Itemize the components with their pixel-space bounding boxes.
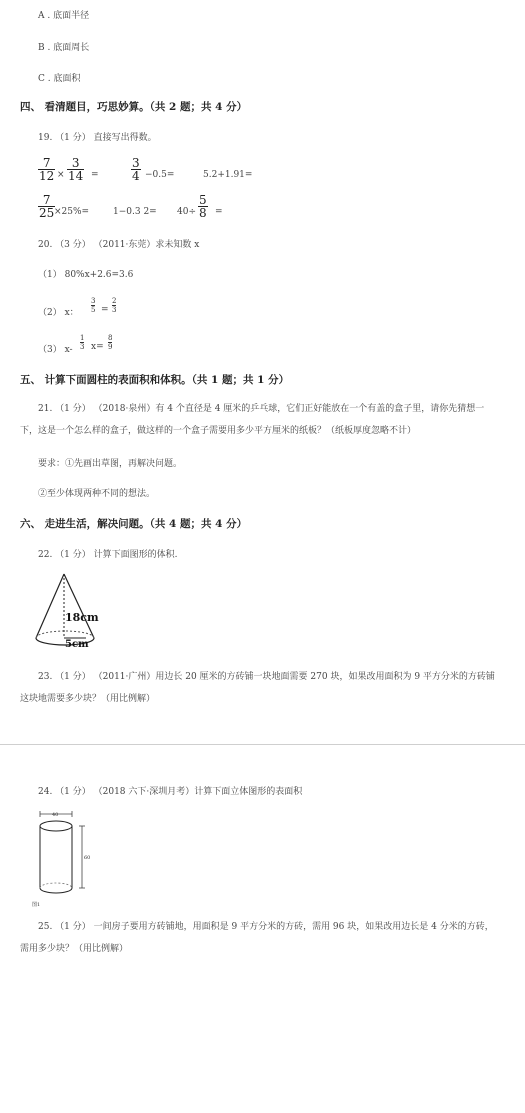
cylinder-top <box>40 821 72 831</box>
denominator: 8 <box>199 206 207 220</box>
q19-expr-6-post: = <box>215 207 223 217</box>
q19-expr-4: ×25%= <box>54 207 90 217</box>
q19-fraction-2 <box>67 157 84 182</box>
denominator: 9 <box>108 343 113 351</box>
q20-part-2-equals: = <box>101 305 109 315</box>
section-6-heading: 六、 走进生活，解决问题。（共 4 题；共 4 分） <box>20 518 248 530</box>
denominator: 3 <box>80 343 85 351</box>
q20-part-2-fraction-1 <box>91 297 95 314</box>
q20-part-2-pre: （2） x： <box>38 308 79 318</box>
cylinder-bottom-back <box>40 883 72 888</box>
q20-part-3-mid: x= <box>91 342 104 352</box>
q21-requirement-2: ②至少体现两种不同的想法。 <box>38 489 156 499</box>
q24-title: 24. （1 分） （2018 六下·深圳月考）计算下面立体图形的表面积 <box>38 787 303 797</box>
cylinder-figure <box>24 810 94 910</box>
q19-expr-2: −0.5= <box>145 170 175 180</box>
height-label: 60 <box>84 855 91 861</box>
q20-part-3-fraction-2 <box>108 334 112 351</box>
denominator: 14 <box>68 169 84 183</box>
numerator: 3 <box>132 156 140 170</box>
cylinder-bottom-front <box>40 888 72 893</box>
page-2 <box>0 746 525 1113</box>
q21-text: 21. （1 分） （2018·泉州）有 4 个直径是 4 厘米的乒乓球，它们正好能放在一个有盖的盒子里，请你先猜想一下，这是一个怎么样的盒子，做这样的一个盒子需要用多少平方厘米的纸板？（纸板厚度忽略不计） <box>20 404 485 436</box>
cone-right-edge <box>64 574 94 638</box>
option-b[interactable]: B . 底面周长 <box>38 43 90 53</box>
denominator: 12 <box>39 169 55 183</box>
q19-expr-6-pre: 40÷ <box>177 207 196 217</box>
numerator: 5 <box>199 193 207 207</box>
section-5-heading: 五、 计算下面圆柱的表面积和体积。（共 1 题；共 1 分） <box>20 374 290 386</box>
q19-fraction-1 <box>38 157 55 182</box>
q20-title: 20. （3 分） （2011·东莞）求未知数 x <box>38 240 200 250</box>
cone-left-edge <box>36 574 64 638</box>
numerator: 8 <box>108 334 113 342</box>
q21-requirement-1: 要求：①先画出草图，再解决问题。 <box>38 459 183 469</box>
option-c[interactable]: C . 底面积 <box>38 74 81 84</box>
q19-equals-1: = <box>91 170 99 180</box>
numerator: 3 <box>71 156 80 170</box>
diameter-label: 40 <box>52 812 59 818</box>
q20-part-3-pre: （3） x- <box>38 345 73 355</box>
cone-figure <box>32 572 104 652</box>
numerator: 2 <box>112 297 117 305</box>
q19-expr-5: 1−0.3 2= <box>113 207 157 217</box>
q19-fraction-5 <box>198 194 208 219</box>
q20-part-1: （1） 80%x+2.6=3.6 <box>38 270 134 280</box>
numerator: 7 <box>42 193 51 207</box>
denominator: 5 <box>91 306 96 314</box>
denominator: 25 <box>39 206 55 220</box>
numerator: 1 <box>80 334 85 342</box>
cone-radius-label: 5cm <box>65 639 89 650</box>
cone-height-label: 18cm <box>65 611 99 624</box>
q20-part-2-fraction-2 <box>112 297 116 314</box>
figure-caption: 图1 <box>32 902 41 908</box>
q19-op-times: × <box>57 170 65 180</box>
numerator: 7 <box>42 156 51 170</box>
denominator: 4 <box>132 169 140 183</box>
section-4-heading: 四、 看清题目，巧思妙算。（共 2 题；共 4 分） <box>20 101 248 113</box>
page-divider <box>0 744 525 745</box>
q20-part-3-fraction-1 <box>80 334 84 351</box>
q19-title: 19. （1 分） 直接写出得数。 <box>38 133 157 143</box>
q19-expr-3: 5.2+1.91= <box>203 170 253 180</box>
q23-text: 23. （1 分） （2011·广州）用边长 20 厘米的方砖铺一块地面需要 270 块，如果改用面积为 9 平方分米的方砖铺这块地需要多少块？（用比例解） <box>20 672 495 704</box>
cone-base-back <box>36 631 94 638</box>
denominator: 3 <box>112 306 117 314</box>
q22-title: 22. （1 分） 计算下面图形的体积. <box>38 550 178 560</box>
q19-fraction-4 <box>38 194 55 219</box>
option-a[interactable]: A . 底面半径 <box>38 11 90 21</box>
q19-fraction-3 <box>131 157 141 182</box>
q25-text: 25. （1 分） 一间房子要用方砖铺地，用面积是 9 平方分米的方砖，需用 96 块，如果改用边长是 4 分米的方砖，需用多少块？（用比例解） <box>20 922 494 954</box>
numerator: 3 <box>91 297 96 305</box>
